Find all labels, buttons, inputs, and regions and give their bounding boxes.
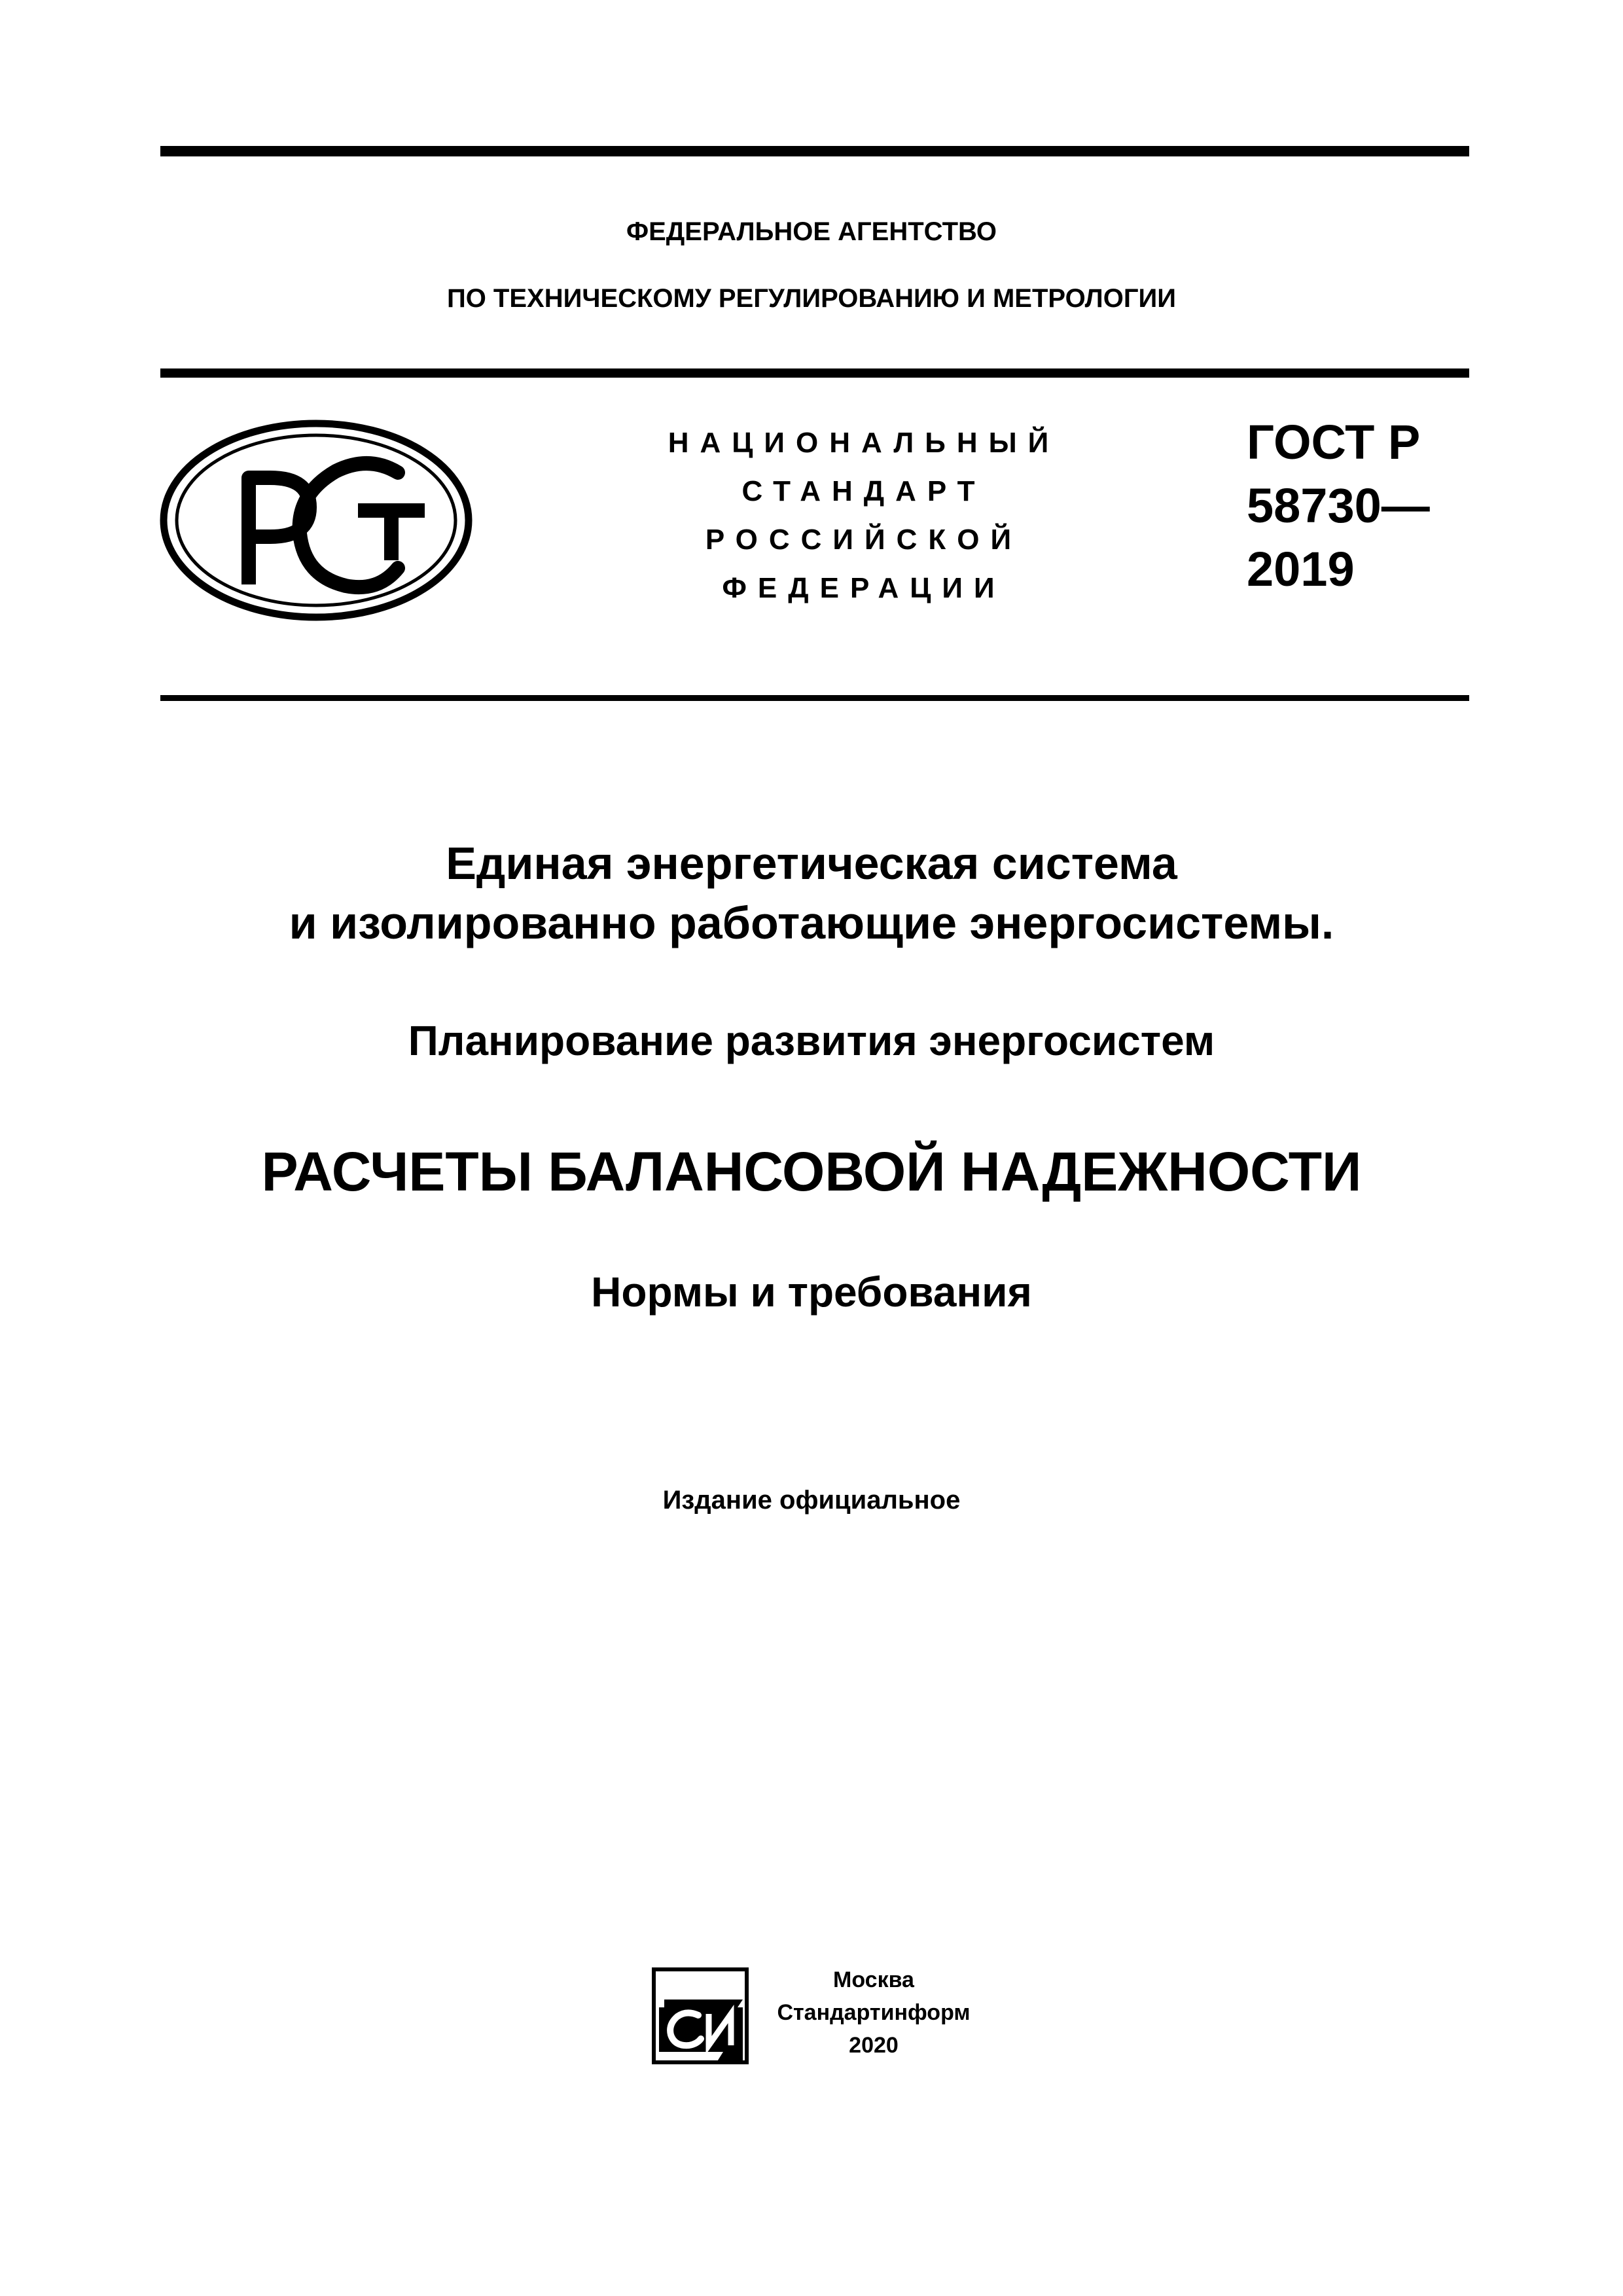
title-subtitle: Планирование развития энергосистем — [408, 1017, 1215, 1064]
title-main: РАСЧЕТЫ БАЛАНСОВОЙ НАДЕЖНОСТИ — [261, 1141, 1362, 1202]
publisher-name: Стандартинформ — [777, 2000, 971, 2025]
agency-name-line-1: ФЕДЕРАЛЬНОЕ АГЕНТСТВО — [626, 217, 997, 246]
designation-line-1: ГОСТ Р — [1247, 415, 1421, 469]
rst-mark-outer-ellipse — [164, 423, 469, 617]
standard-type-line-1: НАЦИОНАЛЬНЫЙ — [668, 427, 1060, 459]
bottom-divider — [160, 695, 1469, 701]
standard-type-line-2: СТАНДАРТ — [741, 475, 986, 507]
publisher-logo-ribbon — [664, 2000, 743, 2007]
rst-mark-letter-s — [300, 463, 398, 587]
standard-type-line-3: РОССИЙСКОЙ — [705, 524, 1023, 556]
title-part: Нормы и требования — [591, 1268, 1032, 1316]
publisher-block — [759, 1964, 988, 2062]
standartinform-logo-icon — [651, 1967, 749, 2065]
middle-divider — [160, 368, 1469, 378]
standard-type-line-4: ФЕДЕРАЦИИ — [722, 572, 1006, 604]
standard-type-block — [628, 419, 1099, 613]
publisher-year: 2020 — [849, 2033, 899, 2058]
rst-mark-icon — [159, 419, 473, 622]
designation-line-2: 58730— — [1247, 478, 1430, 533]
agency-name-line-2: ПО ТЕХНИЧЕСКОМУ РЕГУЛИРОВАНИЮ И МЕТРОЛОГИИ — [446, 284, 1177, 313]
rst-mark-letter-t — [365, 511, 418, 553]
title-line-1: Единая энергетическая система — [446, 838, 1177, 889]
title-line-2: и изолированно работающие энергосистемы. — [289, 897, 1334, 948]
top-divider — [160, 146, 1469, 156]
standard-designation — [1247, 410, 1430, 601]
publisher-city: Москва — [833, 1967, 914, 1992]
designation-line-3: 2019 — [1247, 542, 1355, 596]
edition-label: Издание официальное — [662, 1486, 961, 1515]
